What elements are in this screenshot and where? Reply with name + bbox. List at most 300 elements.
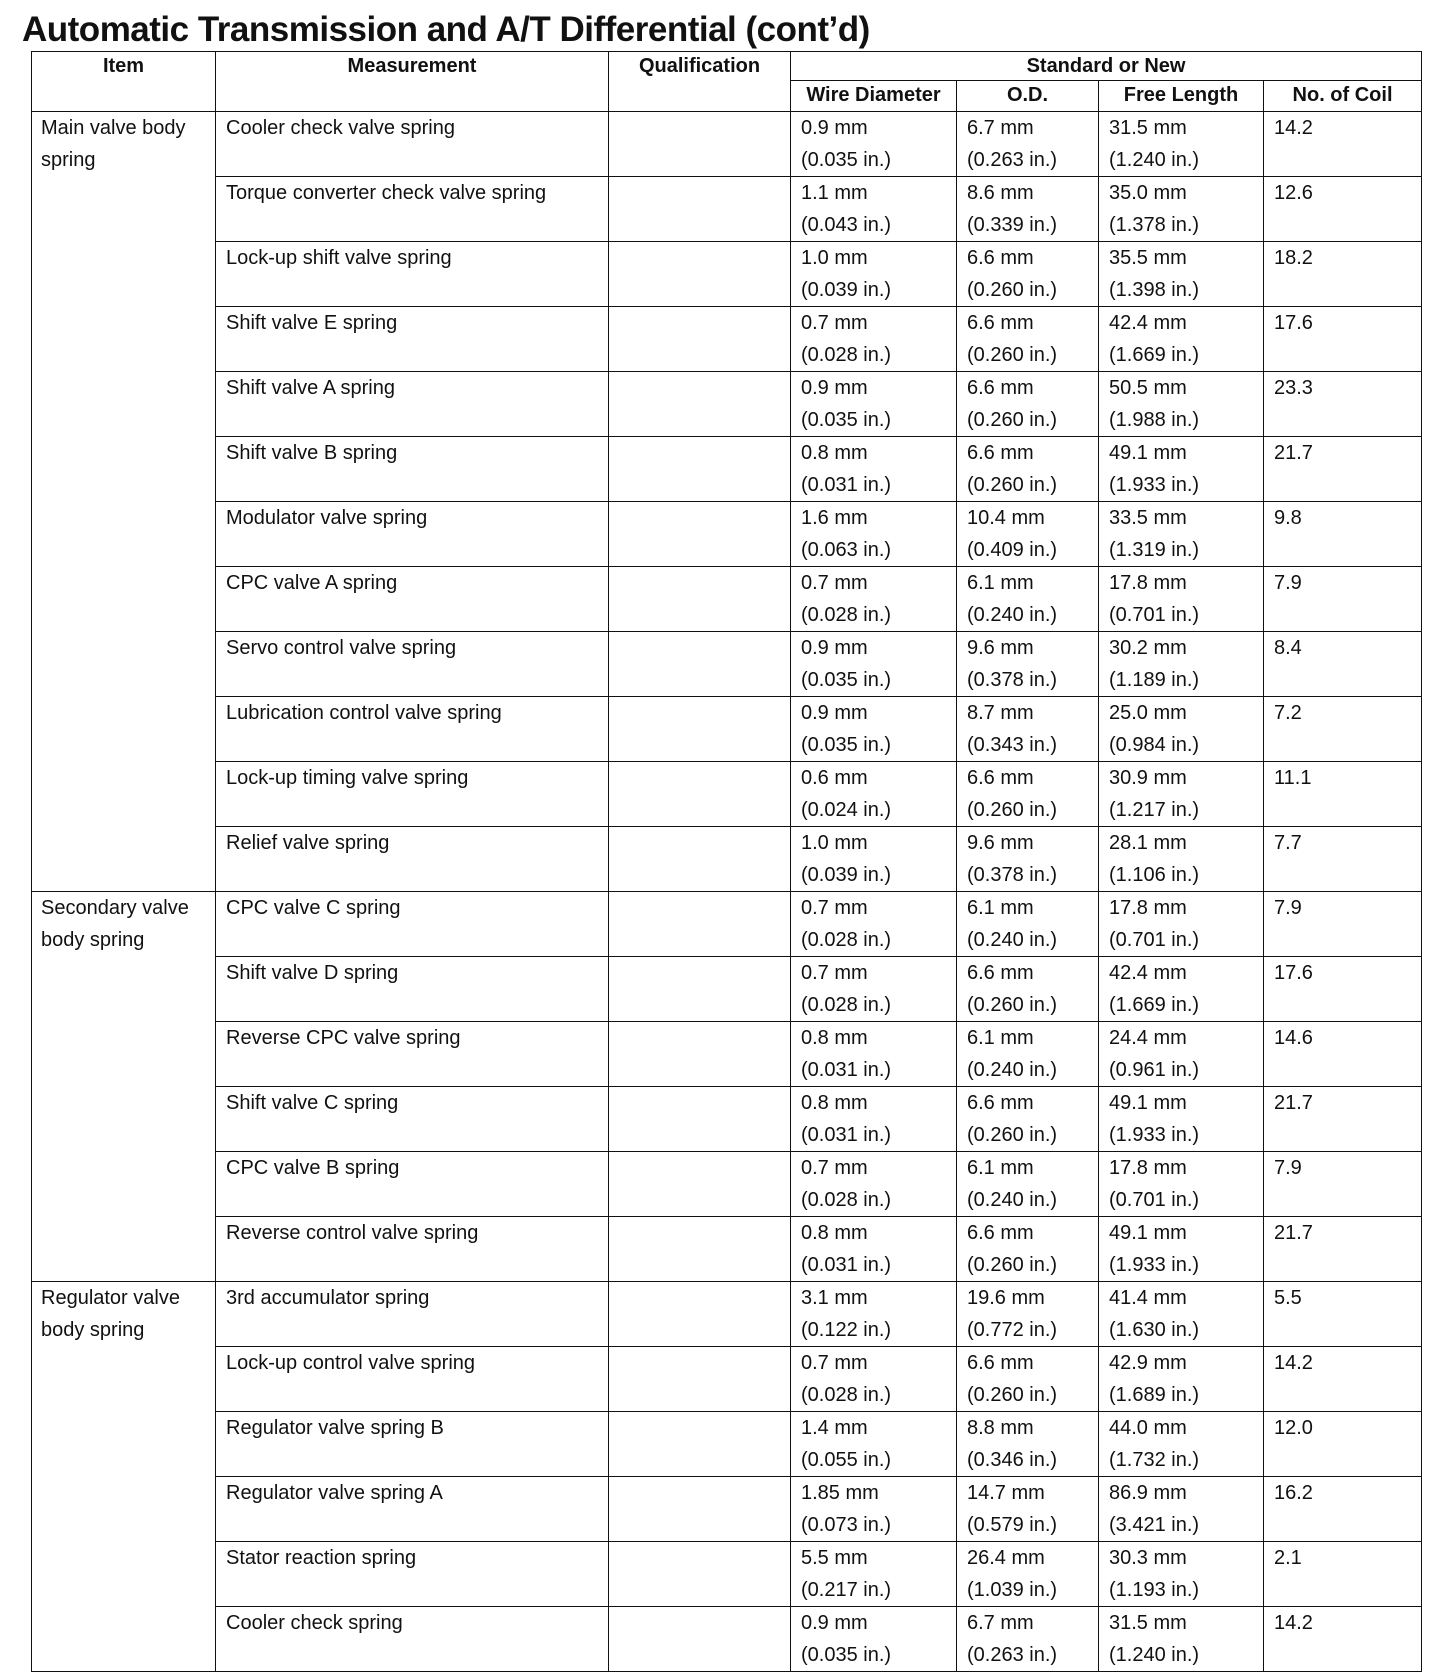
header-free-length: Free Length xyxy=(1099,81,1264,112)
wire-diameter-in: (0.031 in.) xyxy=(801,1124,892,1146)
outer-diameter-cell xyxy=(957,957,1099,1022)
free-length-cell xyxy=(1099,1477,1264,1542)
free-length-cell xyxy=(1099,437,1264,502)
outer-diameter-cell xyxy=(957,112,1099,177)
outer-diameter-in: (0.263 in.) xyxy=(967,149,1058,171)
wire-diameter-cell xyxy=(791,827,957,892)
outer-diameter-cell xyxy=(957,1412,1099,1477)
outer-diameter-in: (0.343 in.) xyxy=(967,734,1058,756)
wire-diameter-in: (0.031 in.) xyxy=(801,1254,892,1276)
outer-diameter-cell xyxy=(957,1347,1099,1412)
free-length-cell xyxy=(1099,1412,1264,1477)
free-length-cell xyxy=(1099,502,1264,567)
measurement-name: Relief valve spring xyxy=(216,827,609,892)
wire-diameter-mm: 0.6 mm xyxy=(801,767,868,789)
outer-diameter-mm: 6.1 mm xyxy=(967,572,1034,594)
outer-diameter-in: (0.240 in.) xyxy=(967,1059,1058,1081)
outer-diameter-in: (0.378 in.) xyxy=(967,669,1058,691)
outer-diameter-mm: 6.6 mm xyxy=(967,962,1034,984)
wire-diameter-cell xyxy=(791,1282,957,1347)
outer-diameter-in: (0.346 in.) xyxy=(967,1449,1058,1471)
free-length-mm: 35.0 mm xyxy=(1109,182,1187,204)
outer-diameter-cell xyxy=(957,567,1099,632)
wire-diameter-in: (0.028 in.) xyxy=(801,929,892,951)
free-length-in: (1.240 in.) xyxy=(1109,149,1200,171)
coil-count: 7.9 xyxy=(1264,567,1422,632)
wire-diameter-mm: 0.9 mm xyxy=(801,117,868,139)
qualification-cell xyxy=(609,1542,791,1607)
measurement-name: Torque converter check valve spring xyxy=(216,177,609,242)
group-item-label: Main valve body spring xyxy=(32,112,216,892)
measurement-name: Modulator valve spring xyxy=(216,502,609,567)
table-row xyxy=(32,1542,1422,1607)
outer-diameter-cell xyxy=(957,1607,1099,1672)
free-length-mm: 42.9 mm xyxy=(1109,1352,1187,1374)
measurement-name: Shift valve A spring xyxy=(216,372,609,437)
outer-diameter-cell xyxy=(957,372,1099,437)
coil-count: 21.7 xyxy=(1264,1217,1422,1282)
measurement-name: Shift valve D spring xyxy=(216,957,609,1022)
outer-diameter-in: (0.240 in.) xyxy=(967,604,1058,626)
wire-diameter-mm: 0.7 mm xyxy=(801,1157,868,1179)
coil-count: 11.1 xyxy=(1264,762,1422,827)
wire-diameter-cell xyxy=(791,242,957,307)
outer-diameter-mm: 9.6 mm xyxy=(967,832,1034,854)
measurement-name: Shift valve E spring xyxy=(216,307,609,372)
free-length-cell xyxy=(1099,242,1264,307)
free-length-in: (1.189 in.) xyxy=(1109,669,1200,691)
wire-diameter-mm: 5.5 mm xyxy=(801,1547,868,1569)
measurement-name: Lock-up shift valve spring xyxy=(216,242,609,307)
coil-count: 7.7 xyxy=(1264,827,1422,892)
outer-diameter-in: (0.260 in.) xyxy=(967,1254,1058,1276)
outer-diameter-in: (0.260 in.) xyxy=(967,409,1058,431)
outer-diameter-cell xyxy=(957,502,1099,567)
header-no-of-coil: No. of Coil xyxy=(1264,81,1422,112)
outer-diameter-in: (0.409 in.) xyxy=(967,539,1058,561)
qualification-cell xyxy=(609,762,791,827)
outer-diameter-mm: 6.6 mm xyxy=(967,312,1034,334)
free-length-in: (0.701 in.) xyxy=(1109,929,1200,951)
qualification-cell xyxy=(609,892,791,957)
free-length-in: (1.732 in.) xyxy=(1109,1449,1200,1471)
wire-diameter-mm: 0.7 mm xyxy=(801,962,868,984)
free-length-cell xyxy=(1099,567,1264,632)
wire-diameter-mm: 0.7 mm xyxy=(801,312,868,334)
outer-diameter-cell xyxy=(957,242,1099,307)
wire-diameter-in: (0.073 in.) xyxy=(801,1514,892,1536)
qualification-cell xyxy=(609,242,791,307)
coil-count: 14.6 xyxy=(1264,1022,1422,1087)
wire-diameter-mm: 1.6 mm xyxy=(801,507,868,529)
free-length-in: (0.984 in.) xyxy=(1109,734,1200,756)
spec-table-body xyxy=(32,112,1422,1672)
wire-diameter-in: (0.039 in.) xyxy=(801,279,892,301)
wire-diameter-cell xyxy=(791,502,957,567)
outer-diameter-mm: 6.6 mm xyxy=(967,1352,1034,1374)
wire-diameter-cell xyxy=(791,1542,957,1607)
qualification-cell xyxy=(609,1347,791,1412)
wire-diameter-cell xyxy=(791,892,957,957)
outer-diameter-cell xyxy=(957,1217,1099,1282)
table-row xyxy=(32,437,1422,502)
outer-diameter-in: (0.260 in.) xyxy=(967,799,1058,821)
wire-diameter-cell xyxy=(791,1477,957,1542)
outer-diameter-mm: 6.1 mm xyxy=(967,897,1034,919)
free-length-mm: 86.9 mm xyxy=(1109,1482,1187,1504)
outer-diameter-cell xyxy=(957,762,1099,827)
free-length-mm: 42.4 mm xyxy=(1109,312,1187,334)
free-length-mm: 44.0 mm xyxy=(1109,1417,1187,1439)
free-length-in: (0.701 in.) xyxy=(1109,604,1200,626)
outer-diameter-in: (0.260 in.) xyxy=(967,1384,1058,1406)
free-length-in: (1.933 in.) xyxy=(1109,474,1200,496)
outer-diameter-mm: 14.7 mm xyxy=(967,1482,1045,1504)
free-length-in: (1.669 in.) xyxy=(1109,344,1200,366)
wire-diameter-in: (0.039 in.) xyxy=(801,864,892,886)
free-length-mm: 17.8 mm xyxy=(1109,572,1187,594)
free-length-in: (0.701 in.) xyxy=(1109,1189,1200,1211)
qualification-cell xyxy=(609,372,791,437)
free-length-in: (1.106 in.) xyxy=(1109,864,1200,886)
coil-count: 14.2 xyxy=(1264,1607,1422,1672)
wire-diameter-mm: 0.7 mm xyxy=(801,1352,868,1374)
coil-count: 5.5 xyxy=(1264,1282,1422,1347)
free-length-cell xyxy=(1099,1282,1264,1347)
header-standard-or-new: Standard or New xyxy=(791,52,1422,81)
outer-diameter-in: (0.240 in.) xyxy=(967,929,1058,951)
free-length-cell xyxy=(1099,892,1264,957)
wire-diameter-mm: 0.9 mm xyxy=(801,377,868,399)
wire-diameter-cell xyxy=(791,1347,957,1412)
measurement-name: Reverse control valve spring xyxy=(216,1217,609,1282)
outer-diameter-mm: 6.6 mm xyxy=(967,1092,1034,1114)
measurement-name: 3rd accumulator spring xyxy=(216,1282,609,1347)
free-length-mm: 24.4 mm xyxy=(1109,1027,1187,1049)
wire-diameter-in: (0.043 in.) xyxy=(801,214,892,236)
free-length-cell xyxy=(1099,177,1264,242)
outer-diameter-mm: 26.4 mm xyxy=(967,1547,1045,1569)
wire-diameter-mm: 3.1 mm xyxy=(801,1287,868,1309)
table-row xyxy=(32,632,1422,697)
wire-diameter-in: (0.028 in.) xyxy=(801,604,892,626)
outer-diameter-mm: 19.6 mm xyxy=(967,1287,1045,1309)
wire-diameter-cell xyxy=(791,957,957,1022)
table-row xyxy=(32,112,1422,177)
outer-diameter-mm: 6.1 mm xyxy=(967,1157,1034,1179)
header-measurement: Measurement xyxy=(216,52,609,112)
coil-count: 7.9 xyxy=(1264,892,1422,957)
free-length-mm: 28.1 mm xyxy=(1109,832,1187,854)
wire-diameter-in: (0.024 in.) xyxy=(801,799,892,821)
measurement-name: Lock-up control valve spring xyxy=(216,1347,609,1412)
outer-diameter-cell xyxy=(957,437,1099,502)
measurement-name: Cooler check spring xyxy=(216,1607,609,1672)
qualification-cell xyxy=(609,567,791,632)
free-length-cell xyxy=(1099,827,1264,892)
coil-count: 21.7 xyxy=(1264,437,1422,502)
table-row xyxy=(32,372,1422,437)
outer-diameter-in: (0.339 in.) xyxy=(967,214,1058,236)
group-item-label: Secondary valve body spring xyxy=(32,892,216,1282)
wire-diameter-in: (0.028 in.) xyxy=(801,994,892,1016)
table-row xyxy=(32,1607,1422,1672)
wire-diameter-in: (0.035 in.) xyxy=(801,149,892,171)
measurement-name: Shift valve B spring xyxy=(216,437,609,502)
free-length-in: (1.240 in.) xyxy=(1109,1644,1200,1666)
free-length-in: (1.669 in.) xyxy=(1109,994,1200,1016)
wire-diameter-mm: 1.0 mm xyxy=(801,832,868,854)
outer-diameter-cell xyxy=(957,177,1099,242)
free-length-mm: 17.8 mm xyxy=(1109,1157,1187,1179)
table-row xyxy=(32,1477,1422,1542)
wire-diameter-mm: 0.8 mm xyxy=(801,1092,868,1114)
wire-diameter-mm: 0.9 mm xyxy=(801,637,868,659)
free-length-in: (1.398 in.) xyxy=(1109,279,1200,301)
wire-diameter-in: (0.035 in.) xyxy=(801,409,892,431)
outer-diameter-mm: 8.6 mm xyxy=(967,182,1034,204)
qualification-cell xyxy=(609,1152,791,1217)
free-length-mm: 30.9 mm xyxy=(1109,767,1187,789)
wire-diameter-cell xyxy=(791,1412,957,1477)
wire-diameter-mm: 0.7 mm xyxy=(801,572,868,594)
coil-count: 2.1 xyxy=(1264,1542,1422,1607)
table-row xyxy=(32,957,1422,1022)
free-length-mm: 41.4 mm xyxy=(1109,1287,1187,1309)
header-wire-diameter: Wire Diameter xyxy=(791,81,957,112)
qualification-cell xyxy=(609,1282,791,1347)
outer-diameter-in: (0.772 in.) xyxy=(967,1319,1058,1341)
free-length-cell xyxy=(1099,1607,1264,1672)
wire-diameter-mm: 0.9 mm xyxy=(801,1612,868,1634)
free-length-mm: 42.4 mm xyxy=(1109,962,1187,984)
qualification-cell xyxy=(609,1412,791,1477)
free-length-in: (1.630 in.) xyxy=(1109,1319,1200,1341)
free-length-in: (0.961 in.) xyxy=(1109,1059,1200,1081)
free-length-mm: 49.1 mm xyxy=(1109,1222,1187,1244)
wire-diameter-in: (0.035 in.) xyxy=(801,734,892,756)
free-length-cell xyxy=(1099,1087,1264,1152)
measurement-name: Servo control valve spring xyxy=(216,632,609,697)
free-length-mm: 50.5 mm xyxy=(1109,377,1187,399)
qualification-cell xyxy=(609,632,791,697)
table-row xyxy=(32,1087,1422,1152)
free-length-cell xyxy=(1099,1152,1264,1217)
table-row xyxy=(32,567,1422,632)
qualification-cell xyxy=(609,1477,791,1542)
outer-diameter-mm: 8.8 mm xyxy=(967,1417,1034,1439)
measurement-name: CPC valve B spring xyxy=(216,1152,609,1217)
wire-diameter-cell xyxy=(791,632,957,697)
wire-diameter-mm: 0.8 mm xyxy=(801,1222,868,1244)
coil-count: 12.6 xyxy=(1264,177,1422,242)
outer-diameter-cell xyxy=(957,697,1099,762)
free-length-mm: 33.5 mm xyxy=(1109,507,1187,529)
group-item-label: Regulator valve body spring xyxy=(32,1282,216,1672)
outer-diameter-mm: 6.6 mm xyxy=(967,767,1034,789)
qualification-cell xyxy=(609,1022,791,1087)
wire-diameter-in: (0.031 in.) xyxy=(801,474,892,496)
coil-count: 16.2 xyxy=(1264,1477,1422,1542)
free-length-cell xyxy=(1099,1022,1264,1087)
wire-diameter-cell xyxy=(791,1022,957,1087)
page-title: Automatic Transmission and A/T Differential (cont’d) xyxy=(22,10,870,49)
coil-count: 12.0 xyxy=(1264,1412,1422,1477)
wire-diameter-cell xyxy=(791,567,957,632)
wire-diameter-cell xyxy=(791,1087,957,1152)
coil-count: 7.9 xyxy=(1264,1152,1422,1217)
outer-diameter-mm: 6.7 mm xyxy=(967,117,1034,139)
measurement-name: Regulator valve spring A xyxy=(216,1477,609,1542)
wire-diameter-mm: 1.0 mm xyxy=(801,247,868,269)
outer-diameter-mm: 10.4 mm xyxy=(967,507,1045,529)
table-row xyxy=(32,177,1422,242)
free-length-cell xyxy=(1099,1542,1264,1607)
free-length-mm: 31.5 mm xyxy=(1109,1612,1187,1634)
free-length-mm: 30.3 mm xyxy=(1109,1547,1187,1569)
free-length-cell xyxy=(1099,697,1264,762)
qualification-cell xyxy=(609,112,791,177)
outer-diameter-cell xyxy=(957,1282,1099,1347)
coil-count: 14.2 xyxy=(1264,112,1422,177)
wire-diameter-cell xyxy=(791,1152,957,1217)
table-row xyxy=(32,1282,1422,1347)
wire-diameter-in: (0.028 in.) xyxy=(801,344,892,366)
qualification-cell xyxy=(609,502,791,567)
outer-diameter-mm: 6.6 mm xyxy=(967,1222,1034,1244)
outer-diameter-cell xyxy=(957,632,1099,697)
wire-diameter-cell xyxy=(791,697,957,762)
outer-diameter-mm: 9.6 mm xyxy=(967,637,1034,659)
qualification-cell xyxy=(609,307,791,372)
table-row xyxy=(32,1217,1422,1282)
wire-diameter-cell xyxy=(791,112,957,177)
outer-diameter-cell xyxy=(957,827,1099,892)
free-length-cell xyxy=(1099,372,1264,437)
free-length-in: (1.988 in.) xyxy=(1109,409,1200,431)
wire-diameter-mm: 1.1 mm xyxy=(801,182,868,204)
wire-diameter-mm: 1.4 mm xyxy=(801,1417,868,1439)
measurement-name: Regulator valve spring B xyxy=(216,1412,609,1477)
free-length-mm: 49.1 mm xyxy=(1109,1092,1187,1114)
outer-diameter-in: (0.263 in.) xyxy=(967,1644,1058,1666)
qualification-cell xyxy=(609,1217,791,1282)
outer-diameter-in: (1.039 in.) xyxy=(967,1579,1058,1601)
table-row xyxy=(32,892,1422,957)
wire-diameter-cell xyxy=(791,1607,957,1672)
measurement-name: CPC valve C spring xyxy=(216,892,609,957)
free-length-in: (3.421 in.) xyxy=(1109,1514,1200,1536)
coil-count: 7.2 xyxy=(1264,697,1422,762)
measurement-name: Shift valve C spring xyxy=(216,1087,609,1152)
table-row xyxy=(32,827,1422,892)
header-qualification: Qualification xyxy=(609,52,791,112)
outer-diameter-mm: 6.6 mm xyxy=(967,377,1034,399)
wire-diameter-in: (0.028 in.) xyxy=(801,1384,892,1406)
table-row xyxy=(32,502,1422,567)
table-row xyxy=(32,307,1422,372)
measurement-name: Cooler check valve spring xyxy=(216,112,609,177)
outer-diameter-in: (0.579 in.) xyxy=(967,1514,1058,1536)
free-length-in: (1.933 in.) xyxy=(1109,1254,1200,1276)
qualification-cell xyxy=(609,1607,791,1672)
outer-diameter-cell xyxy=(957,1022,1099,1087)
free-length-in: (1.319 in.) xyxy=(1109,539,1200,561)
measurement-name: Lubrication control valve spring xyxy=(216,697,609,762)
spring-spec-table xyxy=(31,51,1422,1672)
outer-diameter-in: (0.260 in.) xyxy=(967,1124,1058,1146)
outer-diameter-cell xyxy=(957,1152,1099,1217)
outer-diameter-cell xyxy=(957,1477,1099,1542)
outer-diameter-in: (0.260 in.) xyxy=(967,994,1058,1016)
measurement-name: Lock-up timing valve spring xyxy=(216,762,609,827)
outer-diameter-cell xyxy=(957,307,1099,372)
coil-count: 17.6 xyxy=(1264,307,1422,372)
measurement-name: Stator reaction spring xyxy=(216,1542,609,1607)
outer-diameter-mm: 6.6 mm xyxy=(967,442,1034,464)
coil-count: 18.2 xyxy=(1264,242,1422,307)
qualification-cell xyxy=(609,957,791,1022)
coil-count: 17.6 xyxy=(1264,957,1422,1022)
free-length-cell xyxy=(1099,307,1264,372)
wire-diameter-in: (0.028 in.) xyxy=(801,1189,892,1211)
free-length-cell xyxy=(1099,112,1264,177)
wire-diameter-in: (0.217 in.) xyxy=(801,1579,892,1601)
outer-diameter-in: (0.260 in.) xyxy=(967,344,1058,366)
wire-diameter-cell xyxy=(791,1217,957,1282)
table-row xyxy=(32,762,1422,827)
wire-diameter-cell xyxy=(791,177,957,242)
qualification-cell xyxy=(609,827,791,892)
wire-diameter-in: (0.031 in.) xyxy=(801,1059,892,1081)
outer-diameter-mm: 8.7 mm xyxy=(967,702,1034,724)
coil-count: 9.8 xyxy=(1264,502,1422,567)
outer-diameter-in: (0.260 in.) xyxy=(967,474,1058,496)
free-length-mm: 49.1 mm xyxy=(1109,442,1187,464)
free-length-in: (1.193 in.) xyxy=(1109,1579,1200,1601)
free-length-in: (1.933 in.) xyxy=(1109,1124,1200,1146)
outer-diameter-mm: 6.7 mm xyxy=(967,1612,1034,1634)
wire-diameter-cell xyxy=(791,437,957,502)
header-od: O.D. xyxy=(957,81,1099,112)
outer-diameter-cell xyxy=(957,892,1099,957)
outer-diameter-mm: 6.6 mm xyxy=(967,247,1034,269)
table-row xyxy=(32,1347,1422,1412)
wire-diameter-mm: 0.9 mm xyxy=(801,702,868,724)
outer-diameter-cell xyxy=(957,1087,1099,1152)
table-row xyxy=(32,242,1422,307)
coil-count: 8.4 xyxy=(1264,632,1422,697)
outer-diameter-mm: 6.1 mm xyxy=(967,1027,1034,1049)
wire-diameter-cell xyxy=(791,762,957,827)
wire-diameter-cell xyxy=(791,372,957,437)
wire-diameter-in: (0.055 in.) xyxy=(801,1449,892,1471)
free-length-in: (1.378 in.) xyxy=(1109,214,1200,236)
table-row xyxy=(32,1022,1422,1087)
wire-diameter-mm: 1.85 mm xyxy=(801,1482,879,1504)
wire-diameter-in: (0.063 in.) xyxy=(801,539,892,561)
outer-diameter-in: (0.260 in.) xyxy=(967,279,1058,301)
free-length-mm: 30.2 mm xyxy=(1109,637,1187,659)
qualification-cell xyxy=(609,437,791,502)
measurement-name: Reverse CPC valve spring xyxy=(216,1022,609,1087)
free-length-in: (1.689 in.) xyxy=(1109,1384,1200,1406)
wire-diameter-mm: 0.8 mm xyxy=(801,1027,868,1049)
wire-diameter-in: (0.035 in.) xyxy=(801,1644,892,1666)
free-length-mm: 35.5 mm xyxy=(1109,247,1187,269)
free-length-in: (1.217 in.) xyxy=(1109,799,1200,821)
free-length-cell xyxy=(1099,632,1264,697)
